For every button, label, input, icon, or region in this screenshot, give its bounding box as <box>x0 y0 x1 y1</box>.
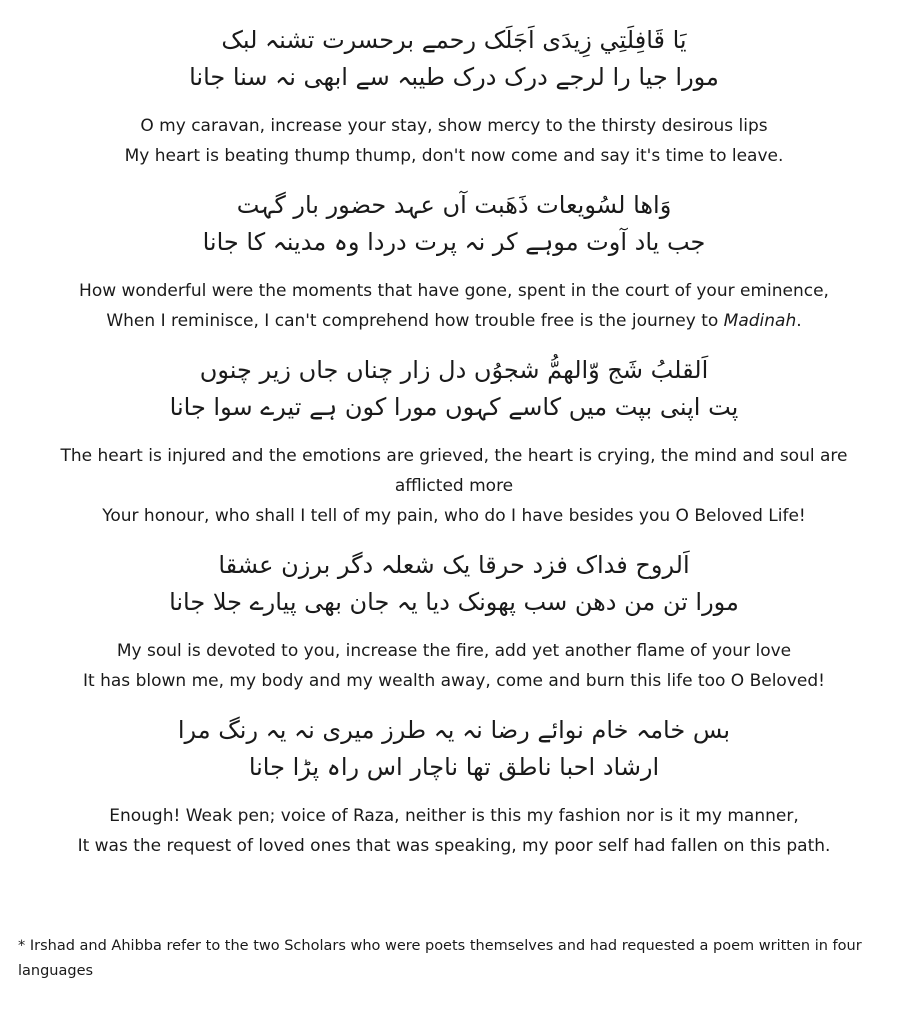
punctuation: . <box>796 311 802 331</box>
urdu-line: پت اپنی بپت میں کاسے کہوں مورا کون ہے تیرے سوا جانا <box>169 393 739 421</box>
urdu-line: يَا قَافِلَتِي زِيدَی اَجَلَک رحمے برحسرت تشنہ لبک <box>221 26 687 54</box>
english-line: My heart is beating thump thump, don't now come and say it's time to leave. <box>124 146 784 166</box>
urdu-verse <box>0 547 908 621</box>
footnote: * Irshad and Ahibba refer to the two Scholars who were poets themselves and had requested a poem written in four languages <box>18 938 862 979</box>
english-line: Your honour, who shall I tell of my pain, who do I have besides you O Beloved Life! <box>102 506 806 526</box>
english-translation <box>0 441 908 531</box>
urdu-line: مورا جیا را لرجے درک درک طیبہ سے ابھی نہ سنا جانا <box>189 63 719 91</box>
english-line: My soul is devoted to you, increase the fire, add yet another flame of your love <box>116 641 792 661</box>
urdu-verse <box>0 22 908 96</box>
urdu-line: اَلقلبُ شَج وّالهمُّ شجوُں دل زار چناں جاں زیر چنوں <box>199 356 709 384</box>
english-line: It has blown me, my body and my wealth away, come and burn this life too O Beloved! <box>83 671 825 691</box>
stanza-2 <box>0 187 908 336</box>
urdu-line: اَلروح فداک فزد حرقا یک شعلہ دگر برزن عشقا <box>218 551 690 579</box>
urdu-line: ارشاد احبا ناطق تها ناچار اس راہ پڑا جانا <box>248 753 660 781</box>
english-line: O my caravan, increase your stay, show mercy to the thirsty desirous lips <box>140 116 768 136</box>
urdu-line: جب یاد آوت موہے کر نہ پرت دردا وہ مدینہ کا جانا <box>202 228 706 256</box>
english-line-text: When I reminisce, I can't comprehend how trouble free is the journey to <box>106 311 719 331</box>
english-translation <box>0 801 908 861</box>
urdu-verse <box>0 712 908 786</box>
english-line: It was the request of loved ones that was speaking, my poor self had fallen on this path. <box>77 836 831 856</box>
urdu-line: وَاها لسُویعات ذَهَبت آں عہد حضور بار گہت <box>236 191 672 219</box>
english-translation <box>0 276 908 336</box>
english-translation <box>0 636 908 696</box>
stanza-3 <box>0 352 908 531</box>
english-translation <box>0 111 908 171</box>
english-line <box>0 306 908 336</box>
stanza-5 <box>0 712 908 861</box>
urdu-line: بس خامہ خام نوائے رضا نہ یہ طرز میری نہ یہ رنگ مرا <box>177 716 731 744</box>
english-line: The heart is injured and the emotions are grieved, the heart is crying, the mind and soul are afflicted more <box>60 446 848 496</box>
urdu-verse <box>0 352 908 426</box>
english-line: Enough! Weak pen; voice of Raza, neither is this my fashion nor is it my manner, <box>109 806 799 826</box>
urdu-verse <box>0 187 908 261</box>
english-line: How wonderful were the moments that have gone, spent in the court of your eminence, <box>79 281 829 301</box>
stanza-4 <box>0 547 908 696</box>
italic-place-name: Madinah <box>723 311 797 331</box>
poem <box>0 22 908 877</box>
urdu-line: مورا تن من دھن سب پھونک دیا یہ جان بھی پیارے جلا جانا <box>169 588 739 616</box>
stanza-1 <box>0 22 908 171</box>
